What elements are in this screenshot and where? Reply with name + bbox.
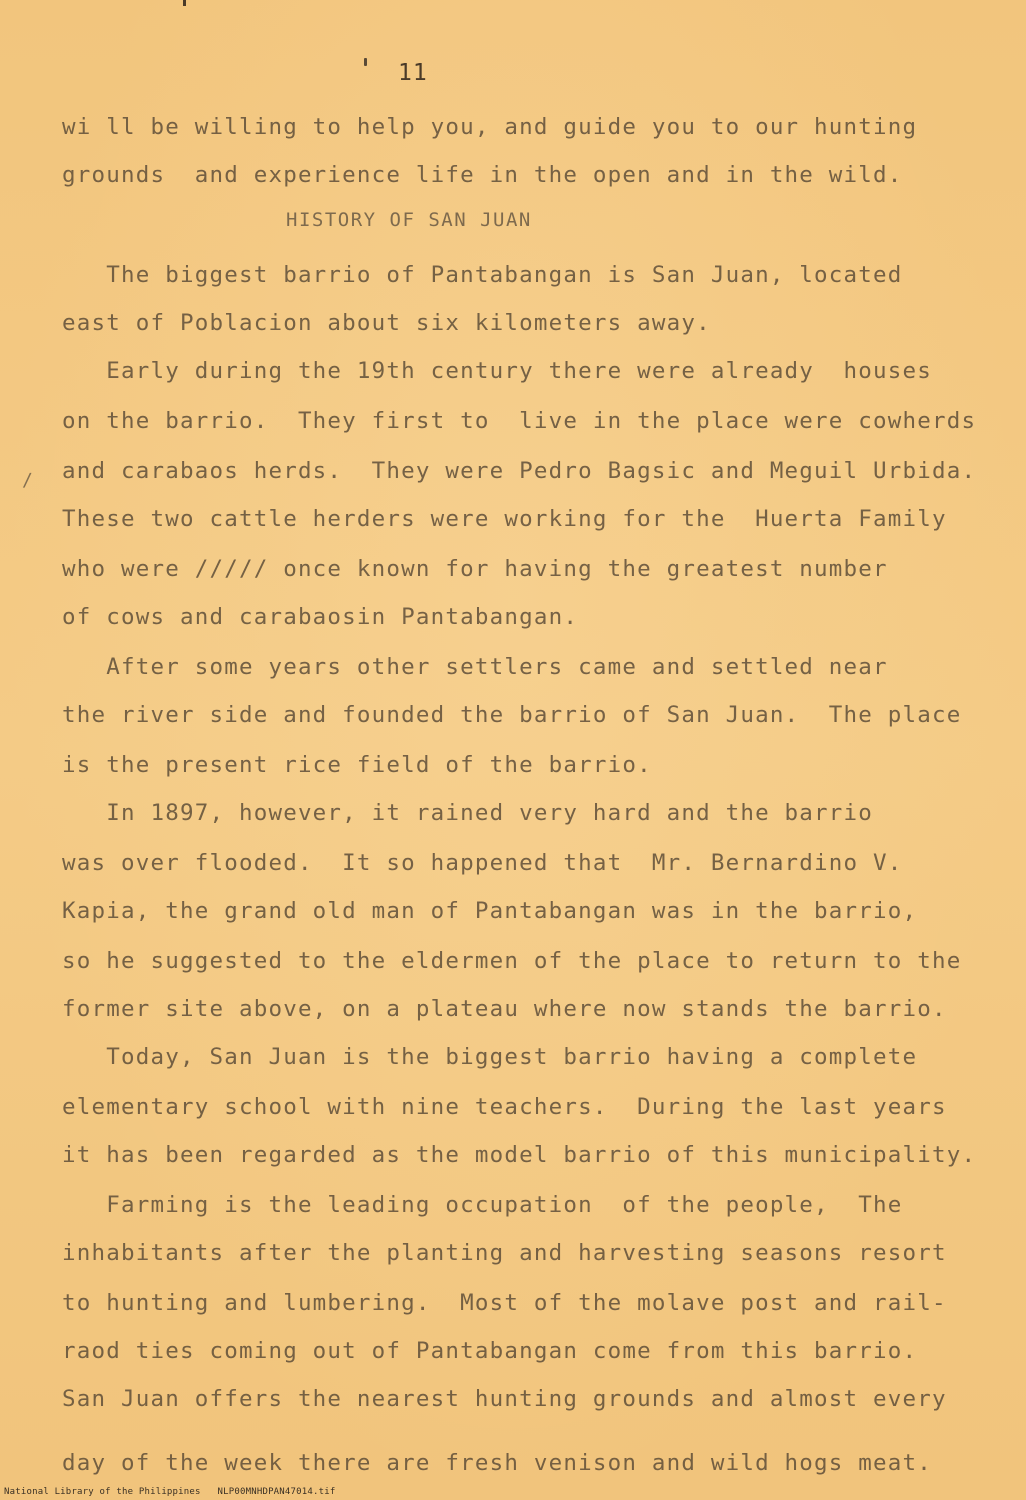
- scan-footer: National Library of the Philippines NLP00MNHDPAN47014.tif: [4, 1487, 336, 1497]
- text-line: Today, San Juan is the biggest barrio having a complete: [62, 1044, 918, 1070]
- text-line: of cows and carabaosin Pantabangan.: [62, 604, 579, 630]
- text-line: is the present rice field of the barrio.: [62, 752, 652, 778]
- text-line: on the barrio. They first to live in the place were cowherds: [62, 408, 977, 434]
- text-line: so he suggested to the eldermen of the place to return to the: [62, 948, 962, 974]
- text-line: After some years other settlers came and settled near: [62, 654, 888, 680]
- text-line: to hunting and lumbering. Most of the molave post and rail-: [62, 1290, 947, 1316]
- text-line: In 1897, however, it rained very hard and the barrio: [62, 800, 874, 826]
- text-line: wi ll be willing to help you, and guide you to our hunting: [62, 114, 918, 140]
- margin-mark: ∕: [22, 470, 33, 491]
- text-line: elementary school with nine teachers. During the last years: [62, 1094, 947, 1120]
- text-line: Kapia, the grand old man of Pantabangan was in the barrio,: [62, 898, 918, 924]
- text-line: and carabaos herds. They were Pedro Bagsic and Meguil Urbida.: [62, 458, 977, 484]
- text-line: The biggest barrio of Pantabangan is San Juan, located: [62, 262, 903, 288]
- text-line: it has been regarded as the model barrio of this municipality.: [62, 1142, 977, 1168]
- text-line: raod ties coming out of Pantabangan come from this barrio.: [62, 1338, 918, 1364]
- ink-mark: [183, 0, 186, 6]
- text-line: San Juan offers the nearest hunting grounds and almost every: [62, 1386, 947, 1412]
- text-line: These two cattle herders were working for the Huerta Family: [62, 506, 947, 532]
- ink-mark: [364, 58, 367, 66]
- text-line: Farming is the leading occupation of the people, The: [62, 1192, 903, 1218]
- text-line: who were ///// once known for having the greatest number: [62, 556, 888, 582]
- text-line: east of Poblacion about six kilometers away.: [62, 310, 711, 336]
- page-number: 11: [398, 60, 428, 86]
- text-line: was over flooded. It so happened that Mr. Bernardino V.: [62, 850, 903, 876]
- text-line: the river side and founded the barrio of San Juan. The place: [62, 702, 962, 728]
- text-line: inhabitants after the planting and harvesting seasons resort: [62, 1240, 947, 1266]
- text-line: Early during the 19th century there were already houses: [62, 358, 933, 384]
- text-line: former site above, on a plateau where now stands the barrio.: [62, 996, 947, 1022]
- text-line: day of the week there are fresh venison and wild hogs meat.: [62, 1450, 933, 1476]
- section-heading: HISTORY OF SAN JUAN: [286, 209, 532, 231]
- text-line: grounds and experience life in the open and in the wild.: [62, 162, 903, 188]
